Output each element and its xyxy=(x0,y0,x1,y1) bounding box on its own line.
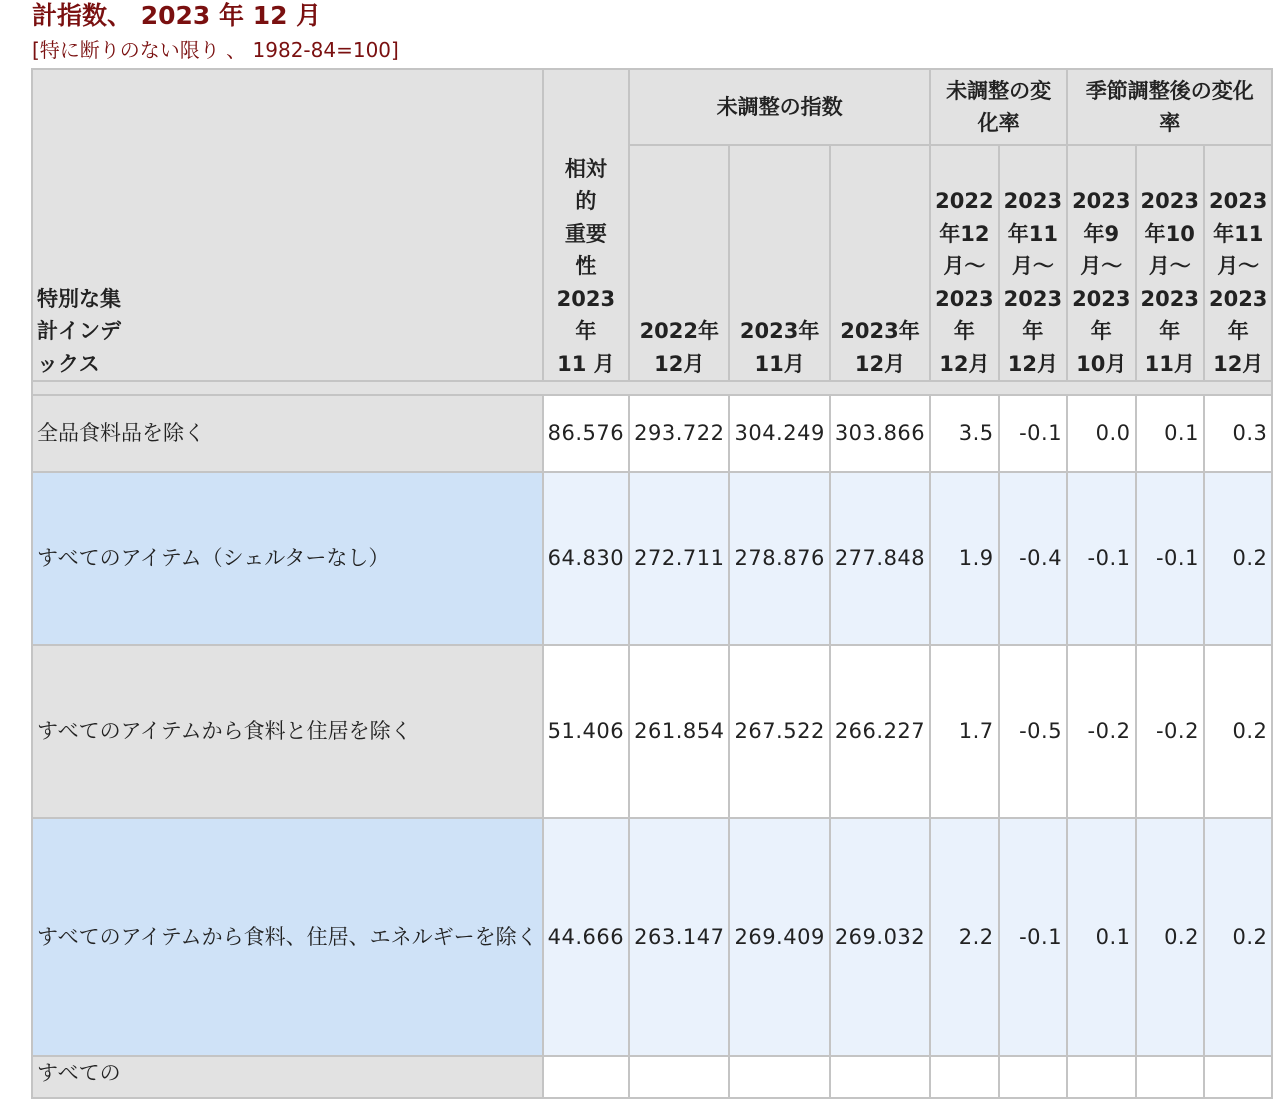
table-row xyxy=(32,818,1272,1056)
header-unadjusted-index-group: 未調整の指数 xyxy=(629,69,930,145)
cell-relative-importance: 86.576 xyxy=(543,395,629,472)
row-label: すべてのアイテム（シェルターなし） xyxy=(32,472,543,645)
cell-sa-sep-oct: 0.0 xyxy=(1067,395,1135,472)
header-seasonal-change-group: 季節調整後の変化 率 xyxy=(1067,69,1272,145)
cell-sa-nov-dec: 0.2 xyxy=(1204,645,1272,818)
cell-sa-oct-nov xyxy=(1136,1056,1204,1098)
cell-index-2023-12: 277.848 xyxy=(830,472,930,645)
spacer-cell xyxy=(32,381,1272,395)
cell-index-2023-12: 269.032 xyxy=(830,818,930,1056)
cpi-table xyxy=(31,68,1273,1099)
cell-sa-oct-nov: -0.1 xyxy=(1136,472,1204,645)
row-label: すべてのアイテムから食料と住居を除く xyxy=(32,645,543,818)
cell-relative-importance xyxy=(543,1056,629,1098)
cell-change-mom xyxy=(999,1056,1067,1098)
cell-relative-importance: 64.830 xyxy=(543,472,629,645)
cell-sa-oct-nov: -0.2 xyxy=(1136,645,1204,818)
cell-change-yoy: 1.9 xyxy=(930,472,998,645)
cell-sa-sep-oct: 0.1 xyxy=(1067,818,1135,1056)
header-col-2023-11: 2023年 11月 xyxy=(729,145,829,381)
cell-index-2022-12: 293.722 xyxy=(629,395,729,472)
cell-index-2023-11: 304.249 xyxy=(729,395,829,472)
cell-change-yoy: 3.5 xyxy=(930,395,998,472)
cell-index-2023-11: 267.522 xyxy=(729,645,829,818)
header-col-2022-12: 2022年 12月 xyxy=(629,145,729,381)
cell-change-yoy: 2.2 xyxy=(930,818,998,1056)
page-subtitle: [特に断りのない限り 、 1982-84=100] xyxy=(32,38,399,62)
cell-change-mom: -0.1 xyxy=(999,818,1067,1056)
header-special-index: 特別な集 計インデ ックス xyxy=(32,69,543,381)
table-row xyxy=(32,645,1272,818)
row-label: すべてのアイテムから食料、住居、エネルギーを除く xyxy=(32,818,543,1056)
cell-sa-nov-dec xyxy=(1204,1056,1272,1098)
cell-sa-oct-nov: 0.2 xyxy=(1136,818,1204,1056)
cell-change-mom: -0.5 xyxy=(999,645,1067,818)
cell-change-yoy: 1.7 xyxy=(930,645,998,818)
header-sa-nov-dec: 2023 年11 月〜 2023 年 12月 xyxy=(1204,145,1272,381)
cell-sa-sep-oct: -0.2 xyxy=(1067,645,1135,818)
cell-relative-importance: 51.406 xyxy=(543,645,629,818)
row-label: すべての xyxy=(32,1056,543,1098)
row-label: 全品食料品を除く xyxy=(32,395,543,472)
header-sa-sep-oct: 2023 年9 月〜 2023 年 10月 xyxy=(1067,145,1135,381)
cell-index-2022-12: 263.147 xyxy=(629,818,729,1056)
cell-sa-nov-dec: 0.2 xyxy=(1204,818,1272,1056)
header-sa-oct-nov: 2023 年10 月〜 2023 年 11月 xyxy=(1136,145,1204,381)
table-row xyxy=(32,1056,1272,1098)
table-row xyxy=(32,472,1272,645)
cell-change-yoy xyxy=(930,1056,998,1098)
cell-sa-sep-oct xyxy=(1067,1056,1135,1098)
cell-index-2023-11: 278.876 xyxy=(729,472,829,645)
cell-index-2023-12 xyxy=(830,1056,930,1098)
header-change-yoy: 2022 年12 月〜 2023 年 12月 xyxy=(930,145,998,381)
cell-change-mom: -0.1 xyxy=(999,395,1067,472)
cell-index-2023-11 xyxy=(729,1056,829,1098)
header-unadjusted-change-group: 未調整の変 化率 xyxy=(930,69,1067,145)
header-relative-importance: 相対 的 重要 性 2023 年 11 月 xyxy=(543,69,629,381)
cell-index-2023-12: 266.227 xyxy=(830,645,930,818)
cell-index-2022-12: 272.711 xyxy=(629,472,729,645)
cell-sa-nov-dec: 0.2 xyxy=(1204,472,1272,645)
cell-index-2022-12: 261.854 xyxy=(629,645,729,818)
cell-relative-importance: 44.666 xyxy=(543,818,629,1056)
cell-index-2022-12 xyxy=(629,1056,729,1098)
header-change-mom: 2023 年11 月〜 2023 年 12月 xyxy=(999,145,1067,381)
cell-index-2023-12: 303.866 xyxy=(830,395,930,472)
cell-sa-nov-dec: 0.3 xyxy=(1204,395,1272,472)
page-title: 計指数、 2023 年 12 月 xyxy=(32,1,322,30)
table-row xyxy=(32,395,1272,472)
cell-sa-sep-oct: -0.1 xyxy=(1067,472,1135,645)
cell-sa-oct-nov: 0.1 xyxy=(1136,395,1204,472)
header-col-2023-12: 2023年 12月 xyxy=(830,145,930,381)
cell-index-2023-11: 269.409 xyxy=(729,818,829,1056)
cell-change-mom: -0.4 xyxy=(999,472,1067,645)
header-spacer-row xyxy=(32,381,1272,395)
